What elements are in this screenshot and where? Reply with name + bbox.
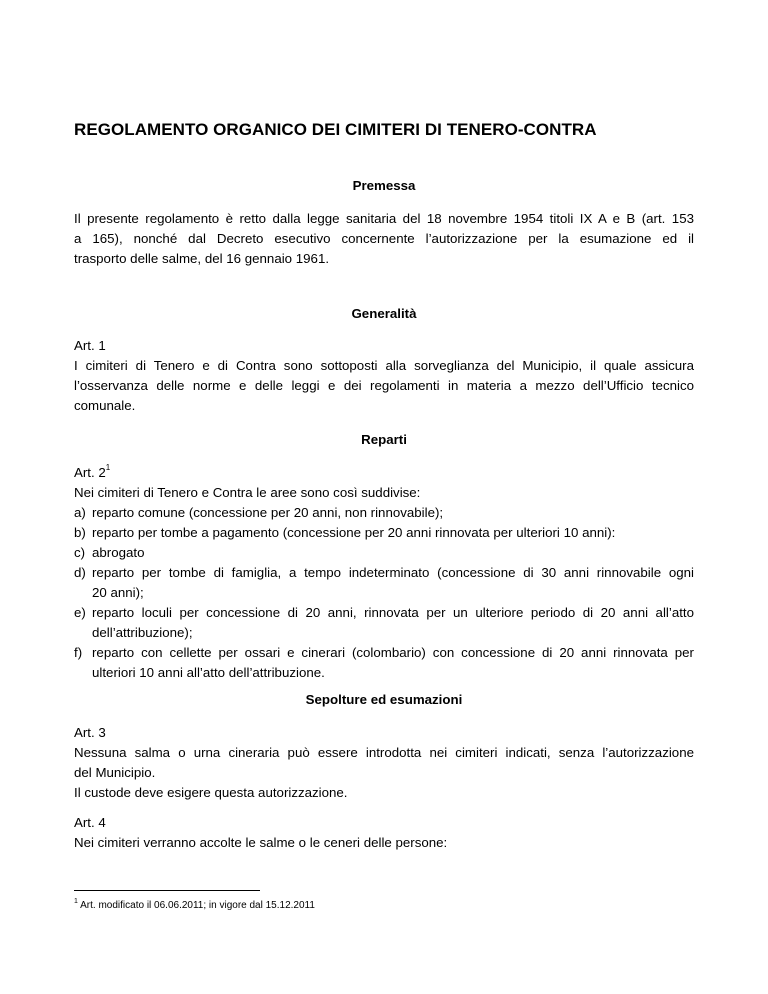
footnote-text: Art. modificato il 06.06.2011; in vigore dal 15.12.2011	[80, 900, 315, 911]
art1-paragraph	[74, 356, 694, 416]
list-item: c) abrogato	[74, 545, 145, 560]
list-item: a) reparto comune (concessione per 20 anni, non rinnovabile);	[74, 505, 444, 520]
heading-generalita: Generalità	[351, 306, 417, 321]
art4-label: Art. 4	[74, 815, 106, 830]
art3-line: del Municipio.	[74, 765, 156, 780]
art2-intro: Nei cimiteri di Tenero e Contra le aree sono così suddivise:	[74, 485, 421, 500]
heading-reparti: Reparti	[361, 432, 407, 447]
heading-premessa: Premessa	[352, 178, 416, 193]
reparti-list	[74, 503, 694, 683]
premessa-line: trasporto delle salme, del 16 gennaio 1961.	[74, 251, 330, 266]
footnote	[74, 900, 315, 911]
art3-line: Nessuna salma o urna cineraria può essere introdotta nei cimiteri indicati, senza l’autorizzazione	[74, 745, 694, 760]
art3-line: Il custode deve esigere questa autorizzazione.	[74, 785, 348, 800]
premessa-paragraph	[74, 209, 694, 269]
footnote-divider	[74, 890, 260, 891]
art1-line: l’osservanza delle norme e delle leggi e dei regolamenti in materia a mezzo dell’Ufficio tecnico	[74, 378, 694, 393]
premessa-line: Il presente regolamento è retto dalla legge sanitaria del 18 novembre 1954 titoli IX A e B (art. 153	[74, 211, 694, 226]
footnote-ref: 1	[105, 463, 111, 472]
list-item: b) reparto per tombe a pagamento (concessione per 20 anni rinnovata per ulteriori 10 anni):	[74, 525, 616, 540]
list-item: f) reparto con cellette per ossari e cinerari (colombario) con concessione di 20 anni rinnovata per ulteriori 10 anni all’atto dell’attribuzione.	[74, 645, 694, 680]
premessa-line: a 165), nonché dal Decreto esecutivo concernente l’autorizzazione per la esumazione ed il	[74, 231, 694, 246]
list-item: d) reparto per tombe di famiglia, a tempo indeterminato (concessione di 30 anni rinnovabile ogni 20 anni);	[74, 565, 694, 600]
art1-line: comunale.	[74, 398, 136, 413]
art2-label: Art. 2	[74, 465, 106, 480]
footnote-number: 1	[74, 898, 78, 905]
art1-label: Art. 1	[74, 338, 106, 353]
art3-paragraph	[74, 743, 694, 803]
art1-line: I cimiteri di Tenero e di Contra sono sottoposti alla sorveglianza del Municipio, il quale assicura	[74, 358, 694, 373]
art2-label-wrap	[74, 463, 110, 483]
list-item: e) reparto loculi per concessione di 20 anni, rinnovata per un ulteriore periodo di 20 anni all’atto dell’attribuzione);	[74, 605, 694, 640]
heading-sepolture: Sepolture ed esumazioni	[305, 692, 463, 707]
art4-text: Nei cimiteri verranno accolte le salme o le ceneri delle persone:	[74, 835, 448, 850]
document-title: REGOLAMENTO ORGANICO DEI CIMITERI DI TENERO-CONTRA	[74, 120, 597, 139]
art3-label: Art. 3	[74, 725, 106, 740]
